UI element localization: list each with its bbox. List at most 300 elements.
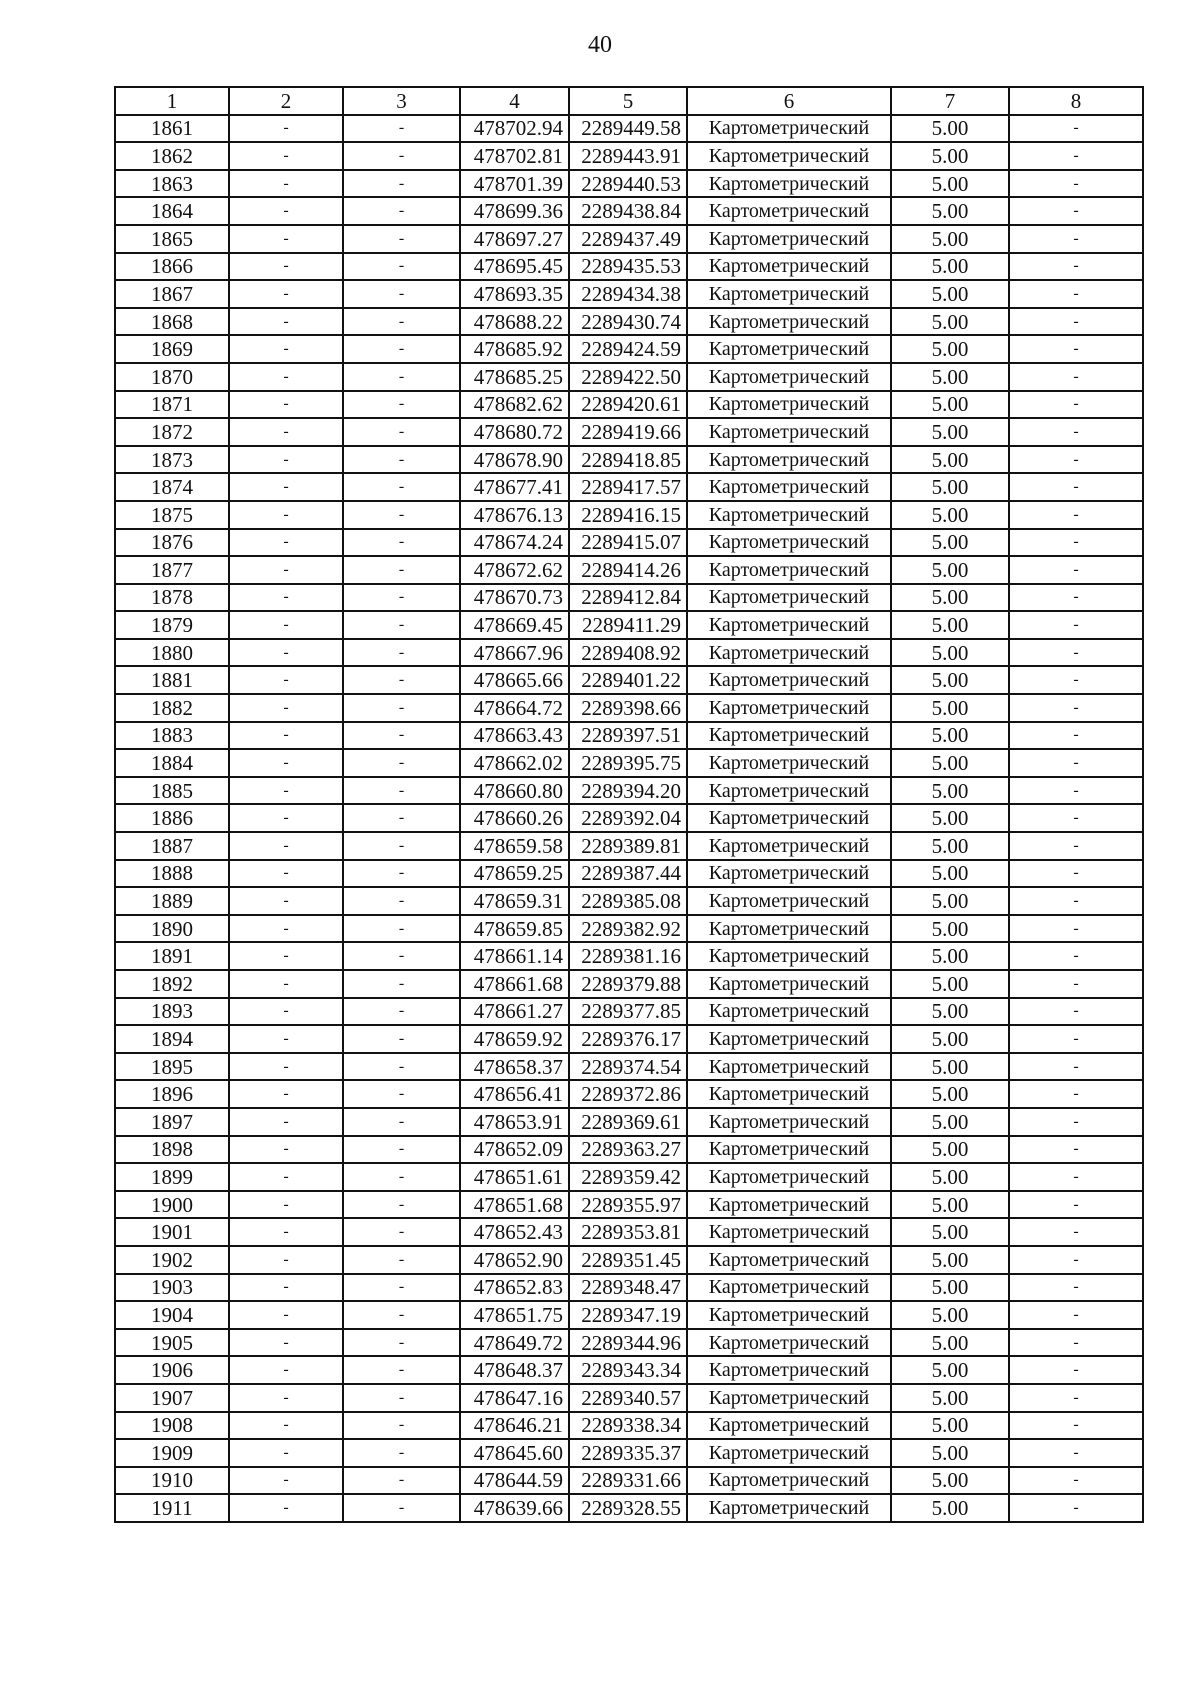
cell-col-2: - [229,804,343,832]
column-header-8: 8 [1009,87,1143,115]
cell-point-number: 1874 [115,473,229,501]
cell-accuracy: 5.00 [891,1025,1009,1053]
cell-method: Картометрический [687,970,891,998]
cell-coord-y: 2289430.74 [569,308,687,336]
cell-col-2: - [229,253,343,281]
cell-point-number: 1906 [115,1356,229,1384]
cell-col-8: - [1009,832,1143,860]
table-row [115,970,1143,998]
header-row [115,87,1143,115]
cell-method: Картометрический [687,1080,891,1108]
table-row [115,832,1143,860]
table-row [115,1494,1143,1522]
cell-point-number: 1885 [115,777,229,805]
table-row [115,1053,1143,1081]
table-row [115,722,1143,750]
cell-coord-y: 2289344.96 [569,1329,687,1357]
cell-col-8: - [1009,1439,1143,1467]
cell-coord-y: 2289392.04 [569,804,687,832]
cell-point-number: 1861 [115,115,229,143]
cell-point-number: 1897 [115,1108,229,1136]
cell-col-2: - [229,694,343,722]
table-row [115,777,1143,805]
cell-col-8: - [1009,998,1143,1026]
table-row [115,998,1143,1026]
cell-col-8: - [1009,1494,1143,1522]
cell-coord-y: 2289351.45 [569,1246,687,1274]
cell-col-3: - [343,253,460,281]
cell-accuracy: 5.00 [891,197,1009,225]
cell-col-3: - [343,1025,460,1053]
cell-point-number: 1908 [115,1412,229,1440]
cell-coord-y: 2289372.86 [569,1080,687,1108]
cell-col-8: - [1009,1080,1143,1108]
cell-coord-y: 2289343.34 [569,1356,687,1384]
cell-point-number: 1902 [115,1246,229,1274]
cell-accuracy: 5.00 [891,391,1009,419]
cell-method: Картометрический [687,335,891,363]
table-row [115,1108,1143,1136]
cell-coord-y: 2289335.37 [569,1439,687,1467]
cell-method: Картометрический [687,391,891,419]
cell-method: Картометрический [687,860,891,888]
cell-col-2: - [229,556,343,584]
cell-col-2: - [229,473,343,501]
cell-col-8: - [1009,970,1143,998]
cell-col-3: - [343,197,460,225]
cell-accuracy: 5.00 [891,418,1009,446]
cell-col-8: - [1009,1412,1143,1440]
cell-col-3: - [343,1301,460,1329]
table-row [115,694,1143,722]
cell-coord-x: 478676.13 [460,501,569,529]
cell-col-3: - [343,280,460,308]
cell-accuracy: 5.00 [891,1356,1009,1384]
cell-col-3: - [343,970,460,998]
cell-col-2: - [229,418,343,446]
cell-accuracy: 5.00 [891,556,1009,584]
cell-accuracy: 5.00 [891,473,1009,501]
cell-col-8: - [1009,639,1143,667]
cell-point-number: 1878 [115,584,229,612]
cell-col-2: - [229,529,343,557]
cell-coord-y: 2289331.66 [569,1467,687,1495]
table-row [115,1163,1143,1191]
cell-col-3: - [343,1384,460,1412]
table-row [115,142,1143,170]
cell-col-3: - [343,473,460,501]
cell-col-3: - [343,363,460,391]
cell-coord-y: 2289419.66 [569,418,687,446]
cell-col-3: - [343,501,460,529]
cell-col-3: - [343,942,460,970]
table-row [115,418,1143,446]
cell-col-2: - [229,1329,343,1357]
cell-method: Картометрический [687,1218,891,1246]
cell-col-8: - [1009,1246,1143,1274]
cell-method: Картометрический [687,1246,891,1274]
cell-accuracy: 5.00 [891,584,1009,612]
cell-col-2: - [229,942,343,970]
cell-coord-y: 2289438.84 [569,197,687,225]
cell-col-8: - [1009,391,1143,419]
cell-col-8: - [1009,1136,1143,1164]
cell-point-number: 1901 [115,1218,229,1246]
cell-point-number: 1891 [115,942,229,970]
cell-col-3: - [343,115,460,143]
cell-method: Картометрический [687,804,891,832]
cell-coord-y: 2289417.57 [569,473,687,501]
cell-coord-x: 478649.72 [460,1329,569,1357]
cell-coord-x: 478674.24 [460,529,569,557]
cell-col-2: - [229,915,343,943]
cell-coord-y: 2289434.38 [569,280,687,308]
cell-col-8: - [1009,1329,1143,1357]
cell-method: Картометрический [687,1467,891,1495]
cell-coord-y: 2289387.44 [569,860,687,888]
cell-col-2: - [229,1356,343,1384]
cell-col-8: - [1009,1108,1143,1136]
cell-point-number: 1899 [115,1163,229,1191]
cell-coord-y: 2289376.17 [569,1025,687,1053]
cell-method: Картометрический [687,777,891,805]
cell-coord-x: 478669.45 [460,611,569,639]
cell-point-number: 1910 [115,1467,229,1495]
cell-accuracy: 5.00 [891,363,1009,391]
cell-col-2: - [229,197,343,225]
cell-col-3: - [343,170,460,198]
cell-coord-x: 478660.26 [460,804,569,832]
table-row [115,253,1143,281]
cell-method: Картометрический [687,1108,891,1136]
cell-col-3: - [343,446,460,474]
column-header-2: 2 [229,87,343,115]
cell-coord-x: 478667.96 [460,639,569,667]
cell-method: Картометрический [687,1356,891,1384]
cell-point-number: 1903 [115,1274,229,1302]
cell-method: Картометрический [687,694,891,722]
cell-method: Картометрический [687,998,891,1026]
cell-accuracy: 5.00 [891,1412,1009,1440]
cell-point-number: 1883 [115,722,229,750]
cell-col-3: - [343,584,460,612]
cell-method: Картометрический [687,253,891,281]
cell-accuracy: 5.00 [891,722,1009,750]
cell-col-3: - [343,611,460,639]
cell-coord-x: 478648.37 [460,1356,569,1384]
table-header [115,87,1143,115]
cell-accuracy: 5.00 [891,1191,1009,1219]
cell-col-3: - [343,1274,460,1302]
cell-col-8: - [1009,446,1143,474]
cell-point-number: 1893 [115,998,229,1026]
cell-col-3: - [343,1108,460,1136]
cell-col-8: - [1009,529,1143,557]
cell-coord-x: 478663.43 [460,722,569,750]
cell-point-number: 1898 [115,1136,229,1164]
cell-coord-y: 2289420.61 [569,391,687,419]
cell-col-3: - [343,639,460,667]
cell-accuracy: 5.00 [891,1080,1009,1108]
cell-coord-x: 478659.92 [460,1025,569,1053]
cell-col-3: - [343,915,460,943]
cell-coord-y: 2289328.55 [569,1494,687,1522]
cell-coord-y: 2289347.19 [569,1301,687,1329]
cell-coord-y: 2289369.61 [569,1108,687,1136]
cell-method: Картометрический [687,1494,891,1522]
cell-col-8: - [1009,804,1143,832]
cell-accuracy: 5.00 [891,832,1009,860]
cell-accuracy: 5.00 [891,335,1009,363]
cell-col-2: - [229,142,343,170]
cell-coord-y: 2289418.85 [569,446,687,474]
cell-method: Картометрический [687,501,891,529]
cell-accuracy: 5.00 [891,1467,1009,1495]
cell-accuracy: 5.00 [891,860,1009,888]
cell-method: Картометрический [687,556,891,584]
cell-col-3: - [343,1218,460,1246]
cell-method: Картометрический [687,142,891,170]
cell-coord-y: 2289408.92 [569,639,687,667]
cell-col-3: - [343,832,460,860]
cell-col-2: - [229,1053,343,1081]
cell-coord-y: 2289340.57 [569,1384,687,1412]
cell-method: Картометрический [687,666,891,694]
cell-accuracy: 5.00 [891,1274,1009,1302]
cell-point-number: 1866 [115,253,229,281]
table-row [115,308,1143,336]
cell-method: Картометрический [687,225,891,253]
cell-col-8: - [1009,1467,1143,1495]
cell-accuracy: 5.00 [891,1053,1009,1081]
cell-col-2: - [229,225,343,253]
cell-point-number: 1877 [115,556,229,584]
cell-col-8: - [1009,280,1143,308]
cell-point-number: 1907 [115,1384,229,1412]
cell-coord-x: 478652.83 [460,1274,569,1302]
cell-col-2: - [229,1108,343,1136]
table-row [115,915,1143,943]
cell-col-3: - [343,529,460,557]
cell-accuracy: 5.00 [891,1439,1009,1467]
cell-col-8: - [1009,1218,1143,1246]
cell-coord-y: 2289385.08 [569,887,687,915]
cell-coord-x: 478682.62 [460,391,569,419]
cell-col-2: - [229,1136,343,1164]
cell-col-8: - [1009,253,1143,281]
cell-col-8: - [1009,749,1143,777]
cell-coord-x: 478677.41 [460,473,569,501]
cell-coord-x: 478688.22 [460,308,569,336]
cell-coord-x: 478639.66 [460,1494,569,1522]
cell-col-2: - [229,1163,343,1191]
cell-coord-x: 478685.92 [460,335,569,363]
table-row [115,639,1143,667]
cell-coord-x: 478652.43 [460,1218,569,1246]
cell-coord-x: 478672.62 [460,556,569,584]
cell-col-2: - [229,722,343,750]
cell-col-8: - [1009,777,1143,805]
cell-method: Картометрический [687,722,891,750]
cell-col-8: - [1009,666,1143,694]
cell-coord-x: 478645.60 [460,1439,569,1467]
cell-accuracy: 5.00 [891,942,1009,970]
cell-coord-x: 478644.59 [460,1467,569,1495]
table-row [115,1356,1143,1384]
cell-coord-x: 478659.58 [460,832,569,860]
cell-accuracy: 5.00 [891,1329,1009,1357]
cell-col-2: - [229,1494,343,1522]
cell-col-8: - [1009,363,1143,391]
cell-col-8: - [1009,170,1143,198]
cell-col-3: - [343,998,460,1026]
cell-coord-x: 478647.16 [460,1384,569,1412]
cell-col-8: - [1009,1163,1143,1191]
cell-col-8: - [1009,225,1143,253]
table-row [115,363,1143,391]
cell-coord-y: 2289374.54 [569,1053,687,1081]
cell-coord-y: 2289379.88 [569,970,687,998]
cell-coord-x: 478695.45 [460,253,569,281]
table-row [115,1274,1143,1302]
cell-method: Картометрический [687,197,891,225]
cell-col-2: - [229,666,343,694]
cell-point-number: 1862 [115,142,229,170]
cell-point-number: 1895 [115,1053,229,1081]
cell-col-3: - [343,694,460,722]
cell-accuracy: 5.00 [891,777,1009,805]
cell-method: Картометрический [687,446,891,474]
cell-point-number: 1905 [115,1329,229,1357]
cell-col-3: - [343,1053,460,1081]
cell-col-2: - [229,1191,343,1219]
table-row [115,1301,1143,1329]
cell-accuracy: 5.00 [891,887,1009,915]
page-number: 40 [588,32,612,58]
cell-col-3: - [343,1467,460,1495]
table-row [115,1025,1143,1053]
cell-accuracy: 5.00 [891,1246,1009,1274]
cell-coord-y: 2289389.81 [569,832,687,860]
cell-coord-x: 478652.90 [460,1246,569,1274]
cell-accuracy: 5.00 [891,253,1009,281]
cell-point-number: 1909 [115,1439,229,1467]
cell-method: Картометрический [687,611,891,639]
table-row [115,1136,1143,1164]
cell-point-number: 1863 [115,170,229,198]
cell-col-3: - [343,777,460,805]
cell-point-number: 1884 [115,749,229,777]
cell-col-2: - [229,1301,343,1329]
cell-coord-x: 478699.36 [460,197,569,225]
cell-coord-x: 478653.91 [460,1108,569,1136]
cell-coord-y: 2289381.16 [569,942,687,970]
cell-col-2: - [229,308,343,336]
table-row [115,749,1143,777]
table-row [115,887,1143,915]
cell-point-number: 1882 [115,694,229,722]
cell-point-number: 1865 [115,225,229,253]
cell-col-2: - [229,1384,343,1412]
cell-method: Картометрический [687,418,891,446]
cell-col-2: - [229,335,343,363]
cell-coord-x: 478685.25 [460,363,569,391]
cell-col-3: - [343,1329,460,1357]
cell-method: Картометрический [687,1025,891,1053]
cell-method: Картометрический [687,1136,891,1164]
cell-method: Картометрический [687,749,891,777]
cell-col-3: - [343,666,460,694]
cell-coord-x: 478661.68 [460,970,569,998]
cell-method: Картометрический [687,832,891,860]
cell-col-8: - [1009,1053,1143,1081]
cell-method: Картометрический [687,170,891,198]
cell-method: Картометрический [687,887,891,915]
cell-method: Картометрический [687,639,891,667]
cell-col-8: - [1009,418,1143,446]
cell-col-8: - [1009,887,1143,915]
cell-col-3: - [343,335,460,363]
cell-coord-x: 478702.94 [460,115,569,143]
cell-accuracy: 5.00 [891,1163,1009,1191]
cell-col-8: - [1009,501,1143,529]
cell-col-8: - [1009,142,1143,170]
cell-coord-y: 2289397.51 [569,722,687,750]
cell-col-8: - [1009,197,1143,225]
cell-accuracy: 5.00 [891,694,1009,722]
cell-col-2: - [229,611,343,639]
cell-coord-x: 478652.09 [460,1136,569,1164]
table-row [115,1246,1143,1274]
cell-coord-y: 2289338.34 [569,1412,687,1440]
cell-method: Картометрический [687,529,891,557]
table-row [115,584,1143,612]
cell-coord-y: 2289449.58 [569,115,687,143]
cell-point-number: 1886 [115,804,229,832]
cell-coord-x: 478651.68 [460,1191,569,1219]
cell-method: Картометрический [687,1329,891,1357]
cell-point-number: 1867 [115,280,229,308]
cell-col-3: - [343,391,460,419]
table-row [115,501,1143,529]
cell-coord-y: 2289415.07 [569,529,687,557]
cell-col-3: - [343,1246,460,1274]
column-header-6: 6 [687,87,891,115]
cell-accuracy: 5.00 [891,1494,1009,1522]
cell-point-number: 1887 [115,832,229,860]
column-header-4: 4 [460,87,569,115]
cell-coord-y: 2289394.20 [569,777,687,805]
table-row [115,473,1143,501]
cell-accuracy: 5.00 [891,1108,1009,1136]
cell-col-8: - [1009,556,1143,584]
cell-method: Картометрический [687,473,891,501]
cell-coord-y: 2289414.26 [569,556,687,584]
cell-point-number: 1872 [115,418,229,446]
cell-method: Картометрический [687,915,891,943]
table-row [115,556,1143,584]
cell-accuracy: 5.00 [891,998,1009,1026]
cell-col-8: - [1009,1025,1143,1053]
cell-point-number: 1881 [115,666,229,694]
cell-col-2: - [229,363,343,391]
cell-col-2: - [229,1412,343,1440]
cell-col-3: - [343,556,460,584]
cell-col-3: - [343,1191,460,1219]
cell-coord-y: 2289363.27 [569,1136,687,1164]
cell-col-8: - [1009,1191,1143,1219]
cell-col-2: - [229,832,343,860]
